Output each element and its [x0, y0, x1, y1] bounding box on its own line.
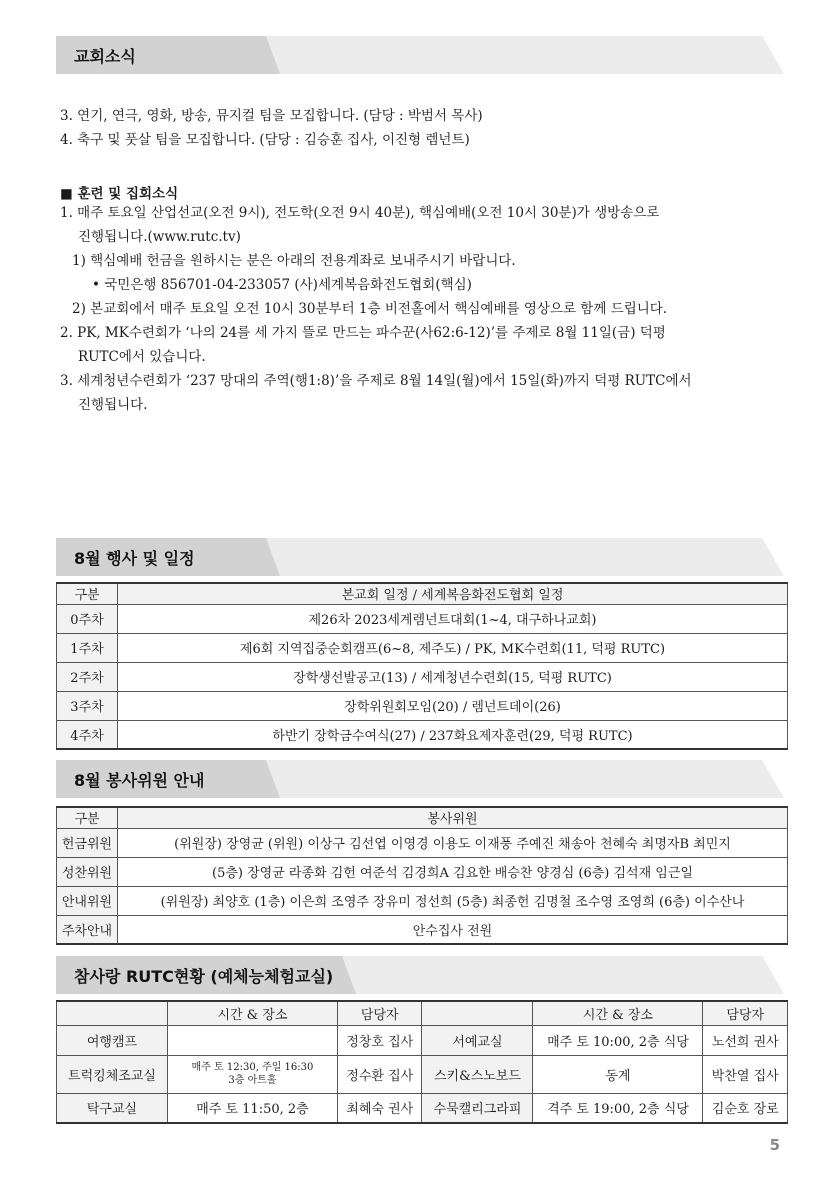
table-row	[57, 1055, 788, 1093]
time-cell: 매주 토 11:50, 2층	[167, 1093, 337, 1123]
training-line: 2. PK, MK수련회가 ‘나의 24를 세 가지 뜰로 만드는 파수꾼(사62:6-12)’를 주제로 8월 11일(금) 덕평	[60, 325, 666, 341]
header-cell: 시간 & 장소	[167, 1001, 337, 1025]
table-row	[57, 828, 788, 857]
training-line: 진행됩니다.	[78, 397, 148, 413]
class-name-cell: 서예교실	[422, 1025, 533, 1055]
time-cell	[167, 1055, 337, 1093]
section-header-schedule	[56, 538, 784, 576]
week-cell: 3주차	[57, 691, 118, 720]
table-header-row	[57, 583, 788, 604]
table-row	[57, 1093, 788, 1123]
table-row	[57, 720, 788, 749]
header-cell: 본교회 일정 / 세계복음화전도협회 일정	[118, 583, 788, 604]
time-cell: 동계	[533, 1055, 703, 1093]
manager-cell: 정창호 집사	[337, 1025, 422, 1055]
time-cell	[167, 1025, 337, 1055]
schedule-table	[56, 582, 788, 750]
week-cell: 0주차	[57, 604, 118, 633]
table-header-row	[57, 1001, 788, 1025]
news-item: 4. 축구 및 풋살 팀을 모집합니다. (담당 : 김승훈 집사, 이진형 렘넌트)	[60, 132, 470, 148]
header-cell: 봉사위원	[118, 807, 788, 828]
header-cell	[422, 1001, 533, 1025]
table-row	[57, 1025, 788, 1055]
training-line: 2) 본교회에서 매주 토요일 오전 10시 30분부터 1층 비전홀에서 핵심예배를 영상으로 함께 드립니다.	[72, 301, 668, 317]
training-line: RUTC에서 있습니다.	[78, 349, 206, 365]
table-row	[57, 886, 788, 915]
rutc-table	[56, 1000, 788, 1124]
class-name-cell: 스키&스노보드	[422, 1055, 533, 1093]
training-line: 3. 세계청년수련회가 ‘237 망대의 주역(행1:8)’을 주제로 8월 14일(월)에서 15일(화)까지 덕평 RUTC에서	[60, 373, 692, 389]
event-cell: 장학생선발공고(13) / 세계청년수련회(15, 덕평 RUTC)	[118, 662, 788, 691]
section-header-rutc	[56, 956, 784, 994]
section-title: 8월 행사 및 일정	[74, 549, 195, 568]
training-line: 진행됩니다.(www.rutc.tv)	[78, 229, 241, 245]
header-cell: 담당자	[703, 1001, 788, 1025]
table-row	[57, 633, 788, 662]
training-line: 1) 핵심예배 헌금을 원하시는 분은 아래의 전용계좌로 보내주시기 바랍니다.	[72, 253, 516, 269]
members-cell: (위원장) 장영균 (위원) 이상구 김선엽 이영경 이용도 이재풍 주예진 채송아 천혜숙 최명자B 최민지	[118, 828, 788, 857]
class-name-cell: 탁구교실	[57, 1093, 168, 1123]
table-row	[57, 857, 788, 886]
class-name-cell: 트럭킹체조교실	[57, 1055, 168, 1093]
manager-cell: 정수환 집사	[337, 1055, 422, 1093]
manager-cell: 노선희 권사	[703, 1025, 788, 1055]
manager-cell: 최혜숙 권사	[337, 1093, 422, 1123]
members-cell: (5층) 장영균 라종화 김헌 여준석 김경희A 김요한 배승찬 양경심 (6층) 김석재 임근일	[118, 857, 788, 886]
event-cell: 제26차 2023세계렘넌트대회(1~4, 대구하나교회)	[118, 604, 788, 633]
members-cell: (위원장) 최양호 (1층) 이은희 조영주 장유미 정선희 (5층) 최종헌 김명철 조수영 조영희 (6층) 이수산나	[118, 886, 788, 915]
news-item: 3. 연기, 연극, 영화, 방송, 뮤지컬 팀을 모집합니다. (담당 : 박범서 목사)	[60, 108, 483, 124]
header-cell: 시간 & 장소	[533, 1001, 703, 1025]
event-cell: 하반기 장학금수여식(27) / 237화요제자훈련(29, 덕평 RUTC)	[118, 720, 788, 749]
role-cell: 헌금위원	[57, 828, 118, 857]
service-table	[56, 806, 788, 945]
table-header-row	[57, 807, 788, 828]
section-title: 참사랑 RUTC현황 (예체능체험교실)	[74, 967, 334, 986]
manager-cell: 김순호 장로	[703, 1093, 788, 1123]
class-name-cell: 수묵캘리그라피	[422, 1093, 533, 1123]
time-line: 매주 토 12:30, 주일 16:30	[191, 1062, 314, 1073]
training-line: • 국민은행 856701-04-233057 (사)세계복음화전도협회(핵심)	[92, 277, 472, 293]
training-subtitle: ■ 훈련 및 집회소식	[60, 186, 179, 202]
header-cell: 구분	[57, 807, 118, 828]
event-cell: 제6회 지역집중순회캠프(6~8, 제주도) / PK, MK수련회(11, 덕평 RUTC)	[118, 633, 788, 662]
table-row	[57, 662, 788, 691]
week-cell: 1주차	[57, 633, 118, 662]
class-name-cell: 여행캠프	[57, 1025, 168, 1055]
section-header-news	[56, 36, 784, 74]
section-title: 8월 봉사위원 안내	[74, 771, 205, 790]
role-cell: 안내위원	[57, 886, 118, 915]
table-row	[57, 604, 788, 633]
week-cell: 2주차	[57, 662, 118, 691]
table-row	[57, 691, 788, 720]
training-line: 1. 매주 토요일 산업선교(오전 9시), 전도학(오전 9시 40분), 핵심예배(오전 10시 30분)가 생방송으로	[60, 205, 660, 221]
section-title: 교회소식	[74, 47, 136, 66]
header-cell: 담당자	[337, 1001, 422, 1025]
table-row	[57, 915, 788, 944]
manager-cell: 박찬열 집사	[703, 1055, 788, 1093]
section-header-service	[56, 760, 784, 798]
event-cell: 장학위원회모임(20) / 렘넌트데이(26)	[118, 691, 788, 720]
time-cell: 격주 토 19:00, 2층 식당	[533, 1093, 703, 1123]
role-cell: 성찬위원	[57, 857, 118, 886]
role-cell: 주차안내	[57, 915, 118, 944]
time-line: 3층 아트홀	[228, 1075, 277, 1086]
time-cell: 매주 토 10:00, 2층 식당	[533, 1025, 703, 1055]
page-number: 5	[769, 1136, 780, 1154]
header-cell	[57, 1001, 168, 1025]
week-cell: 4주차	[57, 720, 118, 749]
header-cell: 구분	[57, 583, 118, 604]
members-cell: 안수집사 전원	[118, 915, 788, 944]
